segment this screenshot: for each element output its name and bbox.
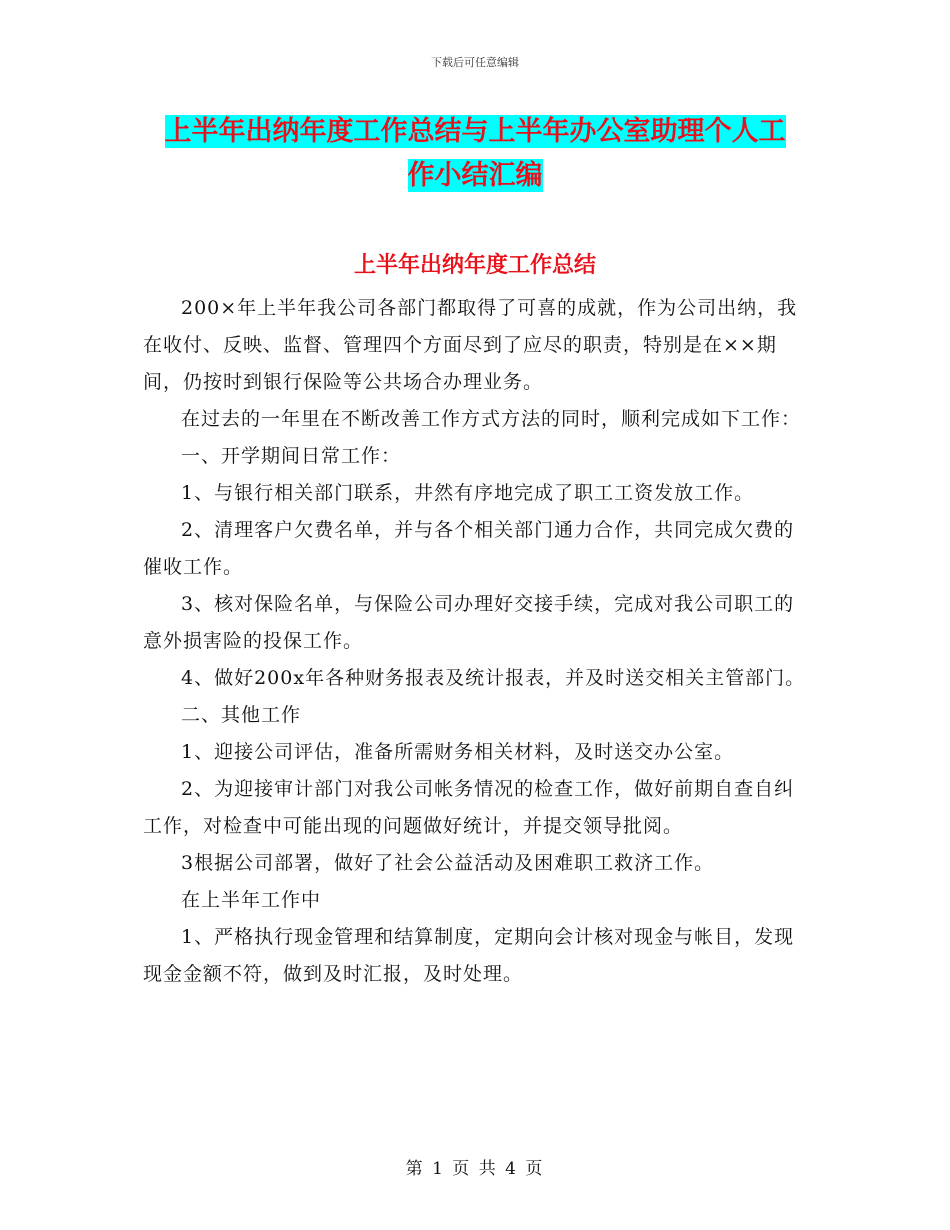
paragraph: 2、清理客户欠费名单，并与各个相关部门通力合作，共同完成欠费的催收工作。 — [143, 519, 795, 578]
paragraph: 1、与银行相关部门联系，井然有序地完成了职工工资发放工作。 — [181, 482, 755, 504]
document-title-line-2: 作小结汇编 — [407, 160, 543, 191]
paragraph: 2、为迎接审计部门对我公司帐务情况的检查工作，做好前期自查自纠工作，对检查中可能出现的问题做好统计，并提交领导批阅。 — [143, 778, 795, 837]
paragraph: 3、核对保险名单，与保险公司办理好交接手续，完成对我公司职工的意外损害险的投保工作。 — [143, 593, 795, 652]
paragraph: 200×年上半年我公司各部门都取得了可喜的成就，作为公司出纳，我在收付、反映、监督、管理四个方面尽到了应尽的职责，特别是在××期间，仍按时到银行保险等公共场合办理业务。 — [143, 297, 798, 393]
paragraph: 1、迎接公司评估，准备所需财务相关材料，及时送交办公室。 — [181, 741, 735, 763]
body-text — [143, 290, 808, 993]
document-title — [145, 110, 805, 198]
paragraph: 在上半年工作中 — [181, 889, 322, 911]
page-number: 第 1 页 共 4 页 — [405, 1159, 545, 1179]
document-title-line-1: 上半年出纳年度工作总结与上半年办公室助理个人工 — [164, 116, 786, 147]
paragraph: 一、开学期间日常工作： — [181, 445, 402, 467]
paragraph: 3根据公司部署，做好了社会公益活动及困难职工救济工作。 — [181, 852, 715, 874]
paragraph: 二、其他工作 — [181, 704, 302, 726]
section-title: 上半年出纳年度工作总结 — [353, 253, 596, 278]
page-header-note: 下载后可任意编辑 — [431, 56, 519, 69]
paragraph: 在过去的一年里在不断改善工作方式方法的同时，顺利完成如下工作： — [181, 408, 802, 430]
paragraph: 1、严格执行现金管理和结算制度，定期向会计核对现金与帐目，发现现金金额不符，做到及时汇报，及时处理。 — [143, 926, 795, 985]
paragraph: 4、做好200x年各种财务报表及统计报表，并及时送交相关主管部门。 — [181, 667, 806, 689]
